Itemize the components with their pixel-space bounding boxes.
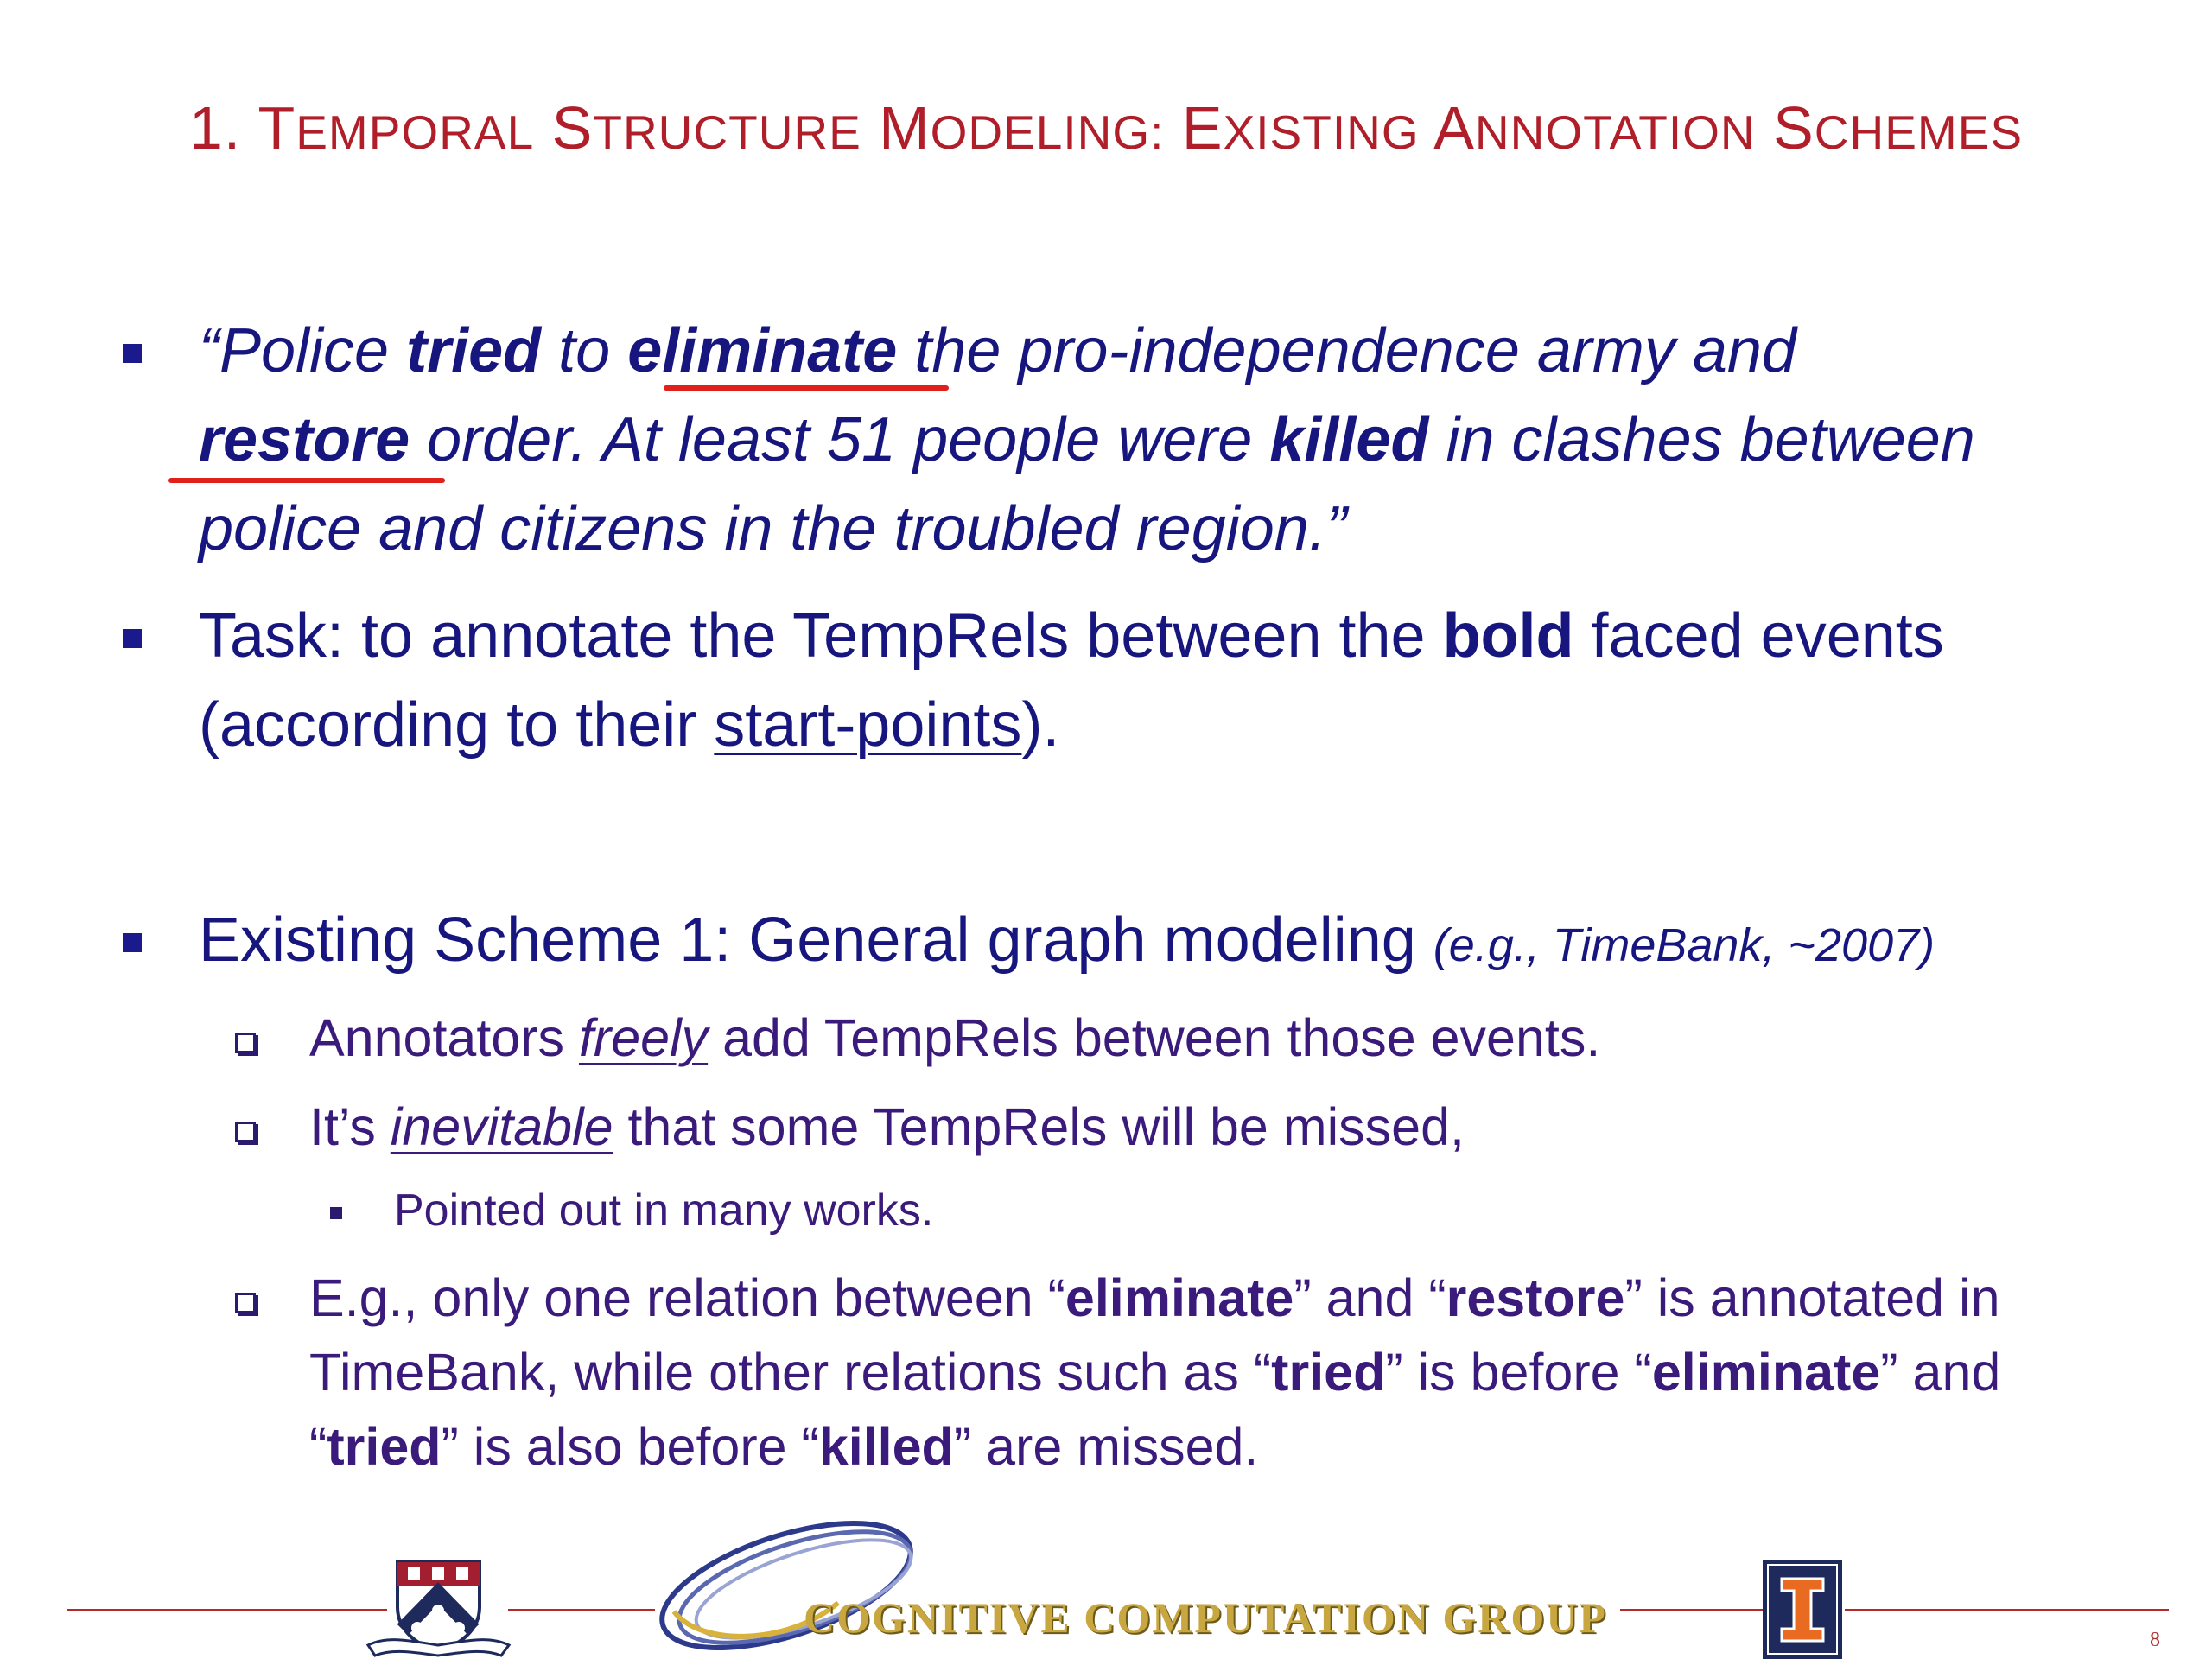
scheme-sub-3-line-1: E.g., only one relation between “eliminate” and “restore” is annotated in — [309, 1268, 2000, 1327]
penn-shield-logo — [363, 1555, 514, 1659]
footer-rule-right — [1620, 1609, 1767, 1611]
start-points-term: start-points — [714, 690, 1022, 760]
bullet-square — [123, 344, 142, 363]
small-square-bullet — [330, 1207, 342, 1219]
scheme-note: (e.g., TimeBank, ~2007) — [1433, 919, 1936, 971]
scheme-heading: Existing Scheme 1: General graph modeling (e.g., TimeBank, ~2007) — [199, 906, 1936, 975]
event-eliminate: eliminate — [627, 316, 898, 385]
group-name: COGNITIVE COMPUTATION GROUP — [804, 1593, 1607, 1642]
event-tried: tried — [406, 316, 542, 385]
bullet-square — [123, 629, 142, 648]
title-number: 1. — [188, 94, 242, 162]
quote-line-1: “Police tried to eliminate the pro-independence army and — [199, 316, 1797, 385]
scheme-sub-2: It’s inevitable that some TempRels will be missed, — [309, 1097, 1465, 1156]
footer-rule-far-right — [1845, 1609, 2169, 1611]
page-number: 8 — [2150, 1629, 2160, 1651]
footer-rule-mid — [508, 1609, 655, 1611]
scheme-sub-3-line-2: TimeBank, while other relations such as “tried” is before “eliminate” and — [309, 1343, 2001, 1402]
hollow-square-bullet — [235, 1122, 256, 1142]
bullet-square — [123, 933, 142, 952]
footer-rule-left — [67, 1609, 387, 1611]
restore-red-underline — [168, 478, 445, 483]
quote-line-2: restore order. At least 51 people were killed in clashes between — [199, 405, 1975, 474]
event-restore: restore — [199, 405, 428, 474]
hollow-square-bullet — [235, 1033, 256, 1053]
illinois-logo — [1763, 1560, 1842, 1659]
scheme-sub-2-child: Pointed out in many works. — [394, 1185, 934, 1236]
slide-title: 1. TEMPORAL STRUCTURE MODELING: EXISTING ANNOTATION SCHEMES — [188, 94, 2024, 162]
task-line-1: Task: to annotate the TempRels between the bold faced events — [199, 601, 1944, 671]
event-killed: killed — [1269, 405, 1429, 474]
quote-line-3: police and citizens in the troubled region.” — [199, 494, 1347, 563]
hollow-square-bullet — [235, 1293, 256, 1313]
eliminate-red-underline — [664, 385, 949, 391]
scheme-sub-3-line-3: “tried” is also before “killed” are missed. — [309, 1417, 1259, 1476]
task-line-2: (according to their start-points). — [199, 690, 1060, 760]
scheme-sub-1: Annotators freely add TempRels between those events. — [309, 1008, 1601, 1067]
